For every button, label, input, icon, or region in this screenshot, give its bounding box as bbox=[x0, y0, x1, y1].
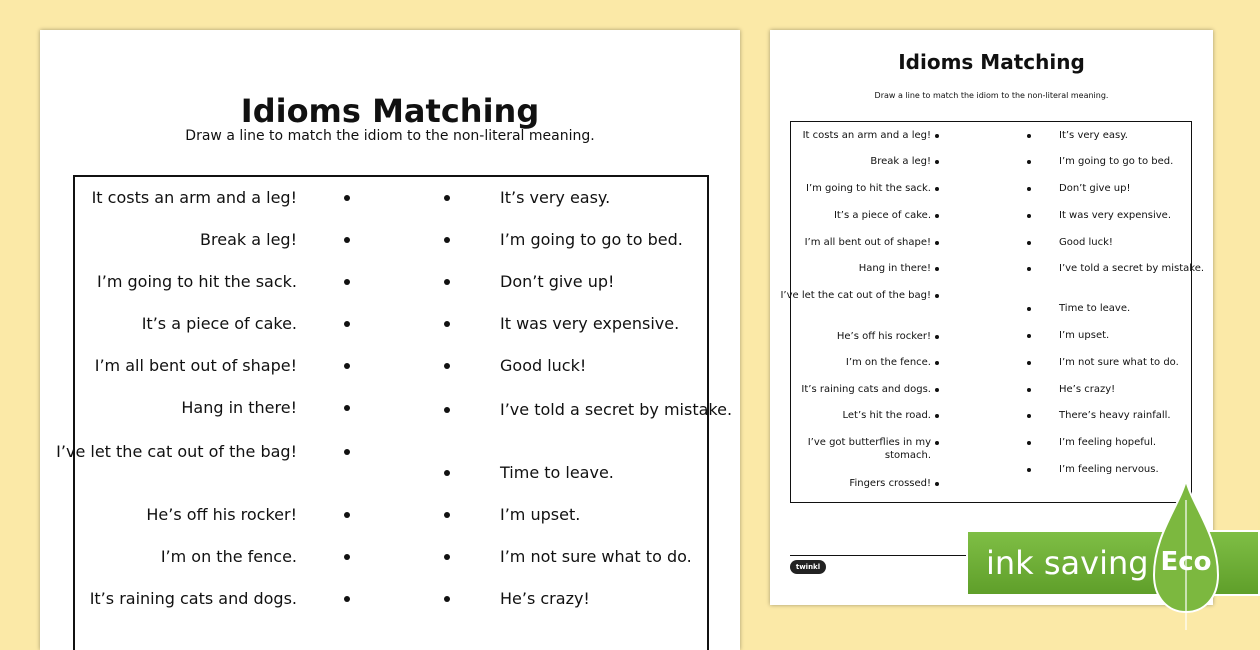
twinkl-logo: twinkl bbox=[790, 560, 826, 574]
meaning-dot[interactable] bbox=[444, 321, 450, 327]
idiom-item: He’s off his rocker! bbox=[146, 505, 297, 524]
idiom-item: It costs an arm and a leg! bbox=[802, 130, 931, 141]
meaning-dot[interactable] bbox=[1027, 160, 1031, 164]
meaning-dot[interactable] bbox=[444, 237, 450, 243]
idiom-item: I’m going to hit the sack. bbox=[97, 272, 297, 291]
meaning-item: I’m going to go to bed. bbox=[500, 230, 683, 249]
meaning-item: It was very expensive. bbox=[500, 314, 680, 333]
idiom-dot[interactable] bbox=[935, 160, 939, 164]
idiom-item: I’m all bent out of shape! bbox=[804, 237, 931, 248]
meaning-item: It was very expensive. bbox=[1059, 210, 1171, 221]
idiom-item: I’ve let the cat out of the bag! bbox=[56, 442, 297, 461]
idiom-dot[interactable] bbox=[344, 405, 350, 411]
meaning-dot[interactable] bbox=[1027, 414, 1031, 418]
idiom-dot[interactable] bbox=[344, 596, 350, 602]
idiom-item: I’ve let the cat out of the bag! bbox=[780, 290, 931, 301]
idiom-item: Hang in there! bbox=[181, 398, 297, 417]
idiom-item: I’m on the fence. bbox=[160, 547, 297, 566]
page-title: Idioms Matching bbox=[240, 92, 540, 130]
idiom-dot[interactable] bbox=[935, 482, 939, 486]
meaning-item: I’m not sure what to do. bbox=[1059, 357, 1179, 368]
meaning-item: I’ve told a secret by mistake. bbox=[1059, 263, 1205, 274]
meaning-item: He’s crazy! bbox=[500, 589, 590, 608]
meaning-item: There’s heavy rainfall. bbox=[1059, 410, 1171, 421]
worksheet-page-small bbox=[770, 30, 1213, 605]
idiom-item: It’s a piece of cake. bbox=[141, 314, 297, 333]
meaning-item: I’m upset. bbox=[1059, 330, 1110, 341]
idiom-item: I’ve got butterflies in my stomach. bbox=[807, 437, 931, 461]
idiom-item: It costs an arm and a leg! bbox=[91, 188, 297, 207]
idiom-dot[interactable] bbox=[344, 279, 350, 285]
meaning-dot[interactable] bbox=[444, 512, 450, 518]
eco-leaf-icon bbox=[1150, 480, 1222, 630]
idiom-item: I’m going to hit the sack. bbox=[806, 183, 931, 194]
meaning-dot[interactable] bbox=[444, 363, 450, 369]
idiom-dot[interactable] bbox=[935, 335, 939, 339]
meaning-item: He’s crazy! bbox=[1059, 384, 1116, 395]
meaning-dot[interactable] bbox=[1027, 214, 1031, 218]
idiom-dot[interactable] bbox=[935, 187, 939, 191]
meaning-item: It’s very easy. bbox=[500, 188, 611, 207]
idiom-item: Break a leg! bbox=[870, 156, 931, 167]
meaning-item: Time to leave. bbox=[1059, 303, 1131, 314]
idiom-item: Fingers crossed! bbox=[849, 478, 931, 489]
meaning-item: Don’t give up! bbox=[500, 272, 615, 291]
meaning-dot[interactable] bbox=[1027, 361, 1031, 365]
meaning-item: I’m not sure what to do. bbox=[500, 547, 692, 566]
idiom-dot[interactable] bbox=[935, 388, 939, 392]
idiom-item: Break a leg! bbox=[200, 230, 297, 249]
idiom-item: I’m on the fence. bbox=[845, 357, 931, 368]
meaning-item: Don’t give up! bbox=[1059, 183, 1131, 194]
idiom-item: Let’s hit the road. bbox=[842, 410, 931, 421]
meaning-dot[interactable] bbox=[1027, 441, 1031, 445]
meaning-item: I’m upset. bbox=[500, 505, 581, 524]
matching-box bbox=[56, 175, 733, 650]
meaning-dot[interactable] bbox=[1027, 468, 1031, 472]
meaning-dot[interactable] bbox=[444, 279, 450, 285]
meaning-item: It’s very easy. bbox=[1059, 130, 1128, 141]
meaning-dot[interactable] bbox=[444, 554, 450, 560]
instruction-text: Draw a line to match the idiom to the non-literal meaning. bbox=[185, 128, 595, 144]
ink-saving-label: ink saving bbox=[986, 544, 1149, 582]
meaning-item: Time to leave. bbox=[500, 463, 614, 482]
idiom-dot[interactable] bbox=[344, 512, 350, 518]
meaning-dot[interactable] bbox=[1027, 267, 1031, 271]
meaning-item: Good luck! bbox=[1059, 237, 1113, 248]
meaning-dot[interactable] bbox=[1027, 307, 1031, 311]
idiom-dot[interactable] bbox=[935, 214, 939, 218]
meaning-dot[interactable] bbox=[1027, 241, 1031, 245]
meaning-dot[interactable] bbox=[444, 407, 450, 413]
idiom-dot[interactable] bbox=[935, 267, 939, 271]
meaning-dot[interactable] bbox=[1027, 187, 1031, 191]
idiom-item: It’s raining cats and dogs. bbox=[89, 589, 297, 608]
meaning-item: I’m going to go to bed. bbox=[1059, 156, 1174, 167]
idiom-dot[interactable] bbox=[344, 321, 350, 327]
idiom-dot[interactable] bbox=[935, 241, 939, 245]
idiom-dot[interactable] bbox=[935, 134, 939, 138]
page-title: Idioms Matching bbox=[898, 50, 1085, 74]
idiom-dot[interactable] bbox=[935, 441, 939, 445]
meaning-dot[interactable] bbox=[444, 470, 450, 476]
meaning-item: I’m feeling hopeful. bbox=[1059, 437, 1157, 448]
idiom-dot[interactable] bbox=[344, 195, 350, 201]
matching-box bbox=[780, 121, 1205, 503]
idiom-item: It’s raining cats and dogs. bbox=[801, 384, 931, 395]
meaning-item: I’ve told a secret by mistake. bbox=[500, 400, 733, 419]
meaning-dot[interactable] bbox=[1027, 388, 1031, 392]
idiom-dot[interactable] bbox=[344, 449, 350, 455]
worksheet-page-large bbox=[40, 30, 740, 650]
idiom-dot[interactable] bbox=[344, 237, 350, 243]
idiom-dot[interactable] bbox=[935, 294, 939, 298]
idiom-dot[interactable] bbox=[344, 363, 350, 369]
idiom-item: I’m all bent out of shape! bbox=[94, 356, 297, 375]
eco-label: Eco bbox=[1160, 547, 1212, 577]
idiom-dot[interactable] bbox=[344, 554, 350, 560]
meaning-item: I’m feeling nervous. bbox=[1059, 464, 1159, 475]
idiom-dot[interactable] bbox=[935, 361, 939, 365]
meaning-dot[interactable] bbox=[1027, 334, 1031, 338]
meaning-dot[interactable] bbox=[1027, 134, 1031, 138]
idiom-item: It’s a piece of cake. bbox=[833, 210, 931, 221]
meaning-dot[interactable] bbox=[444, 596, 450, 602]
idiom-item: Hang in there! bbox=[858, 263, 931, 274]
idiom-item: He’s off his rocker! bbox=[836, 331, 931, 342]
idiom-dot[interactable] bbox=[935, 414, 939, 418]
instruction-text: Draw a line to match the idiom to the non-literal meaning. bbox=[874, 91, 1109, 100]
meaning-dot[interactable] bbox=[444, 195, 450, 201]
meaning-item: Good luck! bbox=[500, 356, 587, 375]
